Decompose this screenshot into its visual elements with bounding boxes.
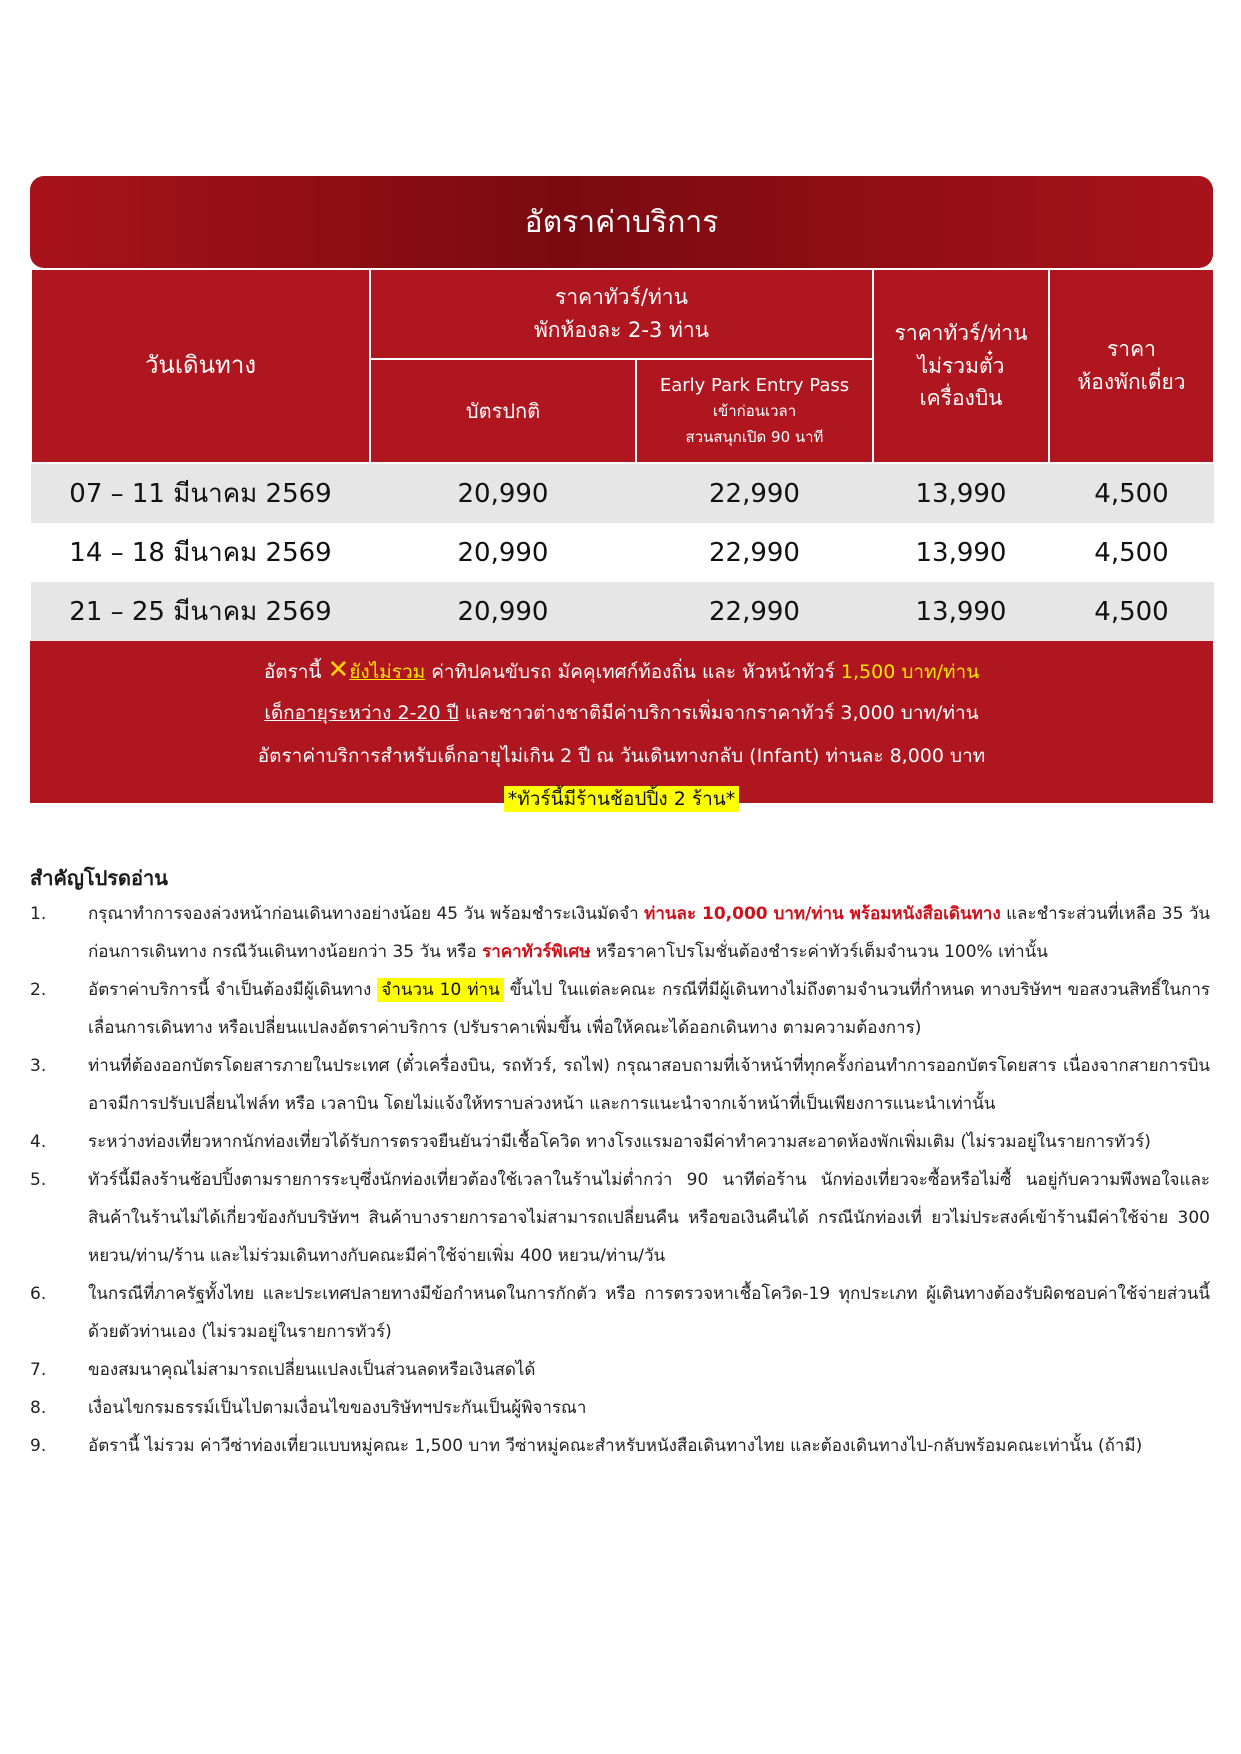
price-table: [30, 268, 1215, 641]
regular-price: 20,990: [370, 523, 636, 582]
price-section: [30, 176, 1213, 810]
regular-price: 20,990: [370, 463, 636, 523]
header-regular-ticket: บัตรปกติ: [370, 359, 636, 463]
note-shopping: *ทัวร์นี้มีร้านช้อปปิ้ง 2 ร้าน*: [30, 778, 1213, 821]
list-item: 7. ของสมนาคุณไม่สามารถเปลี่ยนแปลงเป็นส่วนลดหรือเงินสดได้: [30, 1360, 536, 1380]
list-item: 6. ในกรณีที่ภาครัฐทั้งไทย และประเทศปลายทางมีข้อกำหนดในการกักตัว หรือ การตรวจหาเชื้อโควิด-19 ทุกประเภท ผู้เดินทางต้องรับผิดชอบค่าใช้จ่ายส่วนนี้ด้วยตัวท่านเอง (ไม่รวมอยู่ในรายการทัวร์): [30, 1284, 1210, 1342]
note-child-surcharge: เด็กอายุระหว่าง 2-20 ปี และชาวต่างชาติมีค่าบริการเพิ่มจากราคาทัวร์ 3,000 บาท/ท่าน: [264, 702, 979, 724]
note-tips: อัตรานี้ ✕ยังไม่รวม ค่าทิปคนขับรถ มัคคุเทศก์ท้องถิ่น และ หัวหน้าทัวร์ 1,500 บาท/ท่าน: [263, 655, 980, 685]
no-airfare-price: 13,990: [873, 582, 1049, 641]
table-row: [31, 582, 1214, 641]
header-travel-date: วันเดินทาง: [31, 269, 370, 463]
travel-date: 21 – 25 มีนาคม 2569: [31, 582, 370, 641]
header-single-room: ราคา ห้องพักเดี่ยว: [1049, 269, 1214, 463]
important-heading: สำคัญโปรดอ่าน: [30, 866, 168, 890]
table-row: [31, 463, 1214, 523]
early-entry-price: 22,990: [636, 523, 873, 582]
single-room-price: 4,500: [1049, 463, 1214, 523]
no-airfare-price: 13,990: [873, 463, 1049, 523]
early-entry-price: 22,990: [636, 582, 873, 641]
regular-price: 20,990: [370, 582, 636, 641]
header-tour-price-group: ราคาทัวร์/ท่าน พักห้องละ 2-3 ท่าน: [370, 269, 873, 359]
no-airfare-price: 13,990: [873, 523, 1049, 582]
header-no-airfare: ราคาทัวร์/ท่าน ไม่รวมตั๋ว เครื่องบิน: [873, 269, 1049, 463]
price-title: อัตราค่าบริการ: [524, 204, 719, 240]
early-entry-price: 22,990: [636, 463, 873, 523]
list-item: 4. ระหว่างท่องเที่ยวหากนักท่องเที่ยวได้รับการตรวจยืนยันว่ามีเชื้อโควิด ทางโรงแรมอาจมีค่าทำความสะอาดห้องพักเพิ่มเติม (ไม่รวมอยู่ในรายการทัวร์): [30, 1132, 1151, 1152]
single-room-price: 4,500: [1049, 523, 1214, 582]
note-infant: อัตราค่าบริการสำหรับเด็กอายุไม่เกิน 2 ปี ณ วันเดินทางกลับ (Infant) ท่านละ 8,000 บาท: [257, 745, 986, 767]
travel-date: 07 – 11 มีนาคม 2569: [31, 463, 370, 523]
list-item: 1. กรุณาทำการจองล่วงหน้าก่อนเดินทางอย่างน้อย 45 วัน พร้อมชำระเงินมัดจำ ท่านละ 10,000 บาท/ท่าน พร้อมหนังสือเดินทาง และชำระส่วนที่เหลือ 35 วัน ก่อนการเดินทาง กรณีวันเดินทางน้อยกว่า 35 วัน หรือ ราคาทัวร์พิเศษ หรือราคาโปรโมชั่นต้องชำระค่าทัวร์เต็มจำนวน 100% เท่านั้น: [30, 904, 1210, 962]
header-early-park-entry: Early Park Entry Pass เข้าก่อนเวลา สวนสนุกเปิด 90 นาที: [636, 359, 873, 463]
price-notes: [30, 641, 1213, 810]
important-list: [30, 895, 1210, 1465]
table-row: [31, 523, 1214, 582]
price-title-banner: [30, 176, 1213, 268]
list-item: 3. ท่านที่ต้องออกบัตรโดยสารภายในประเทศ (ตั๋วเครื่องบิน, รถทัวร์, รถไฟ) กรุณาสอบถามที่เจ้าหน้าที่ทุกครั้งก่อนทำการออกบัตรโดยสาร เนื่องจากสายการบินอาจมีการปรับเปลี่ยนไฟล์ท หรือ เวลาบิน โดยไม่แจ้งให้ทราบล่วงหน้า และการแนะนำจากเจ้าหน้าที่เป็นเพียงการแนะนำเท่านั้น: [30, 1056, 1210, 1114]
list-item: 8. เงื่อนไขกรมธรรม์เป็นไปตามเงื่อนไขของบริษัทฯประกันเป็นผู้พิจารณา: [30, 1398, 587, 1418]
list-item: 2. อัตราค่าบริการนี้ จำเป็นต้องมีผู้เดินทาง จำนวน 10 ท่าน ขึ้นไป ในแต่ละคณะ กรณีที่มีผู้เดินทางไม่ถึงตามจำนวนที่กำหนด ทางบริษัทฯ ขอสงวนสิทธิ์ในการเลื่อนการเดินทาง หรือเปลี่ยนแปลงอัตราค่าบริการ (ปรับราคาเพิ่มขึ้น เพื่อให้คณะได้ออกเดินทาง ตามความต้องการ): [30, 980, 1211, 1038]
single-room-price: 4,500: [1049, 582, 1214, 641]
cross-icon: ✕: [327, 655, 350, 685]
list-item: 5. ทัวร์นี้มีลงร้านช้อปปิ้งตามรายการระบุซึ่งนักท่องเที่ยวต้องใช้เวลาในร้านไม่ต่ำกว่า 90 นาทีต่อร้าน นักท่องเที่ยวจะซื้อหรือไม่ซื้ นอยู่กับความพึงพอใจและสินค้าในร้านไม่ได้เกี่ยวข้องกับบริษัทฯ สินค้าบางรายการอาจไม่สามารถเปลี่ยนคืน หรือขอเงินคืนได้ กรณีนักท่องเที่ ยวไม่ประสงค์เข้าร้านมีค่าใช้จ่าย 300 หยวน/ท่าน/ร้าน และไม่ร่วมเดินทางกับคณะมีค่าใช้จ่ายเพิ่ม 400 หยวน/ท่าน/วัน: [30, 1170, 1210, 1266]
list-item: 9. อัตรานี้ ไม่รวม ค่าวีซ่าท่องเที่ยวแบบหมู่คณะ 1,500 บาท วีซ่าหมู่คณะสำหรับหนังสือเดินทางไทย และต้องเดินทางไป-กลับพร้อมคณะเท่านั้น (ถ้ามี): [30, 1436, 1143, 1456]
travel-date: 14 – 18 มีนาคม 2569: [31, 523, 370, 582]
